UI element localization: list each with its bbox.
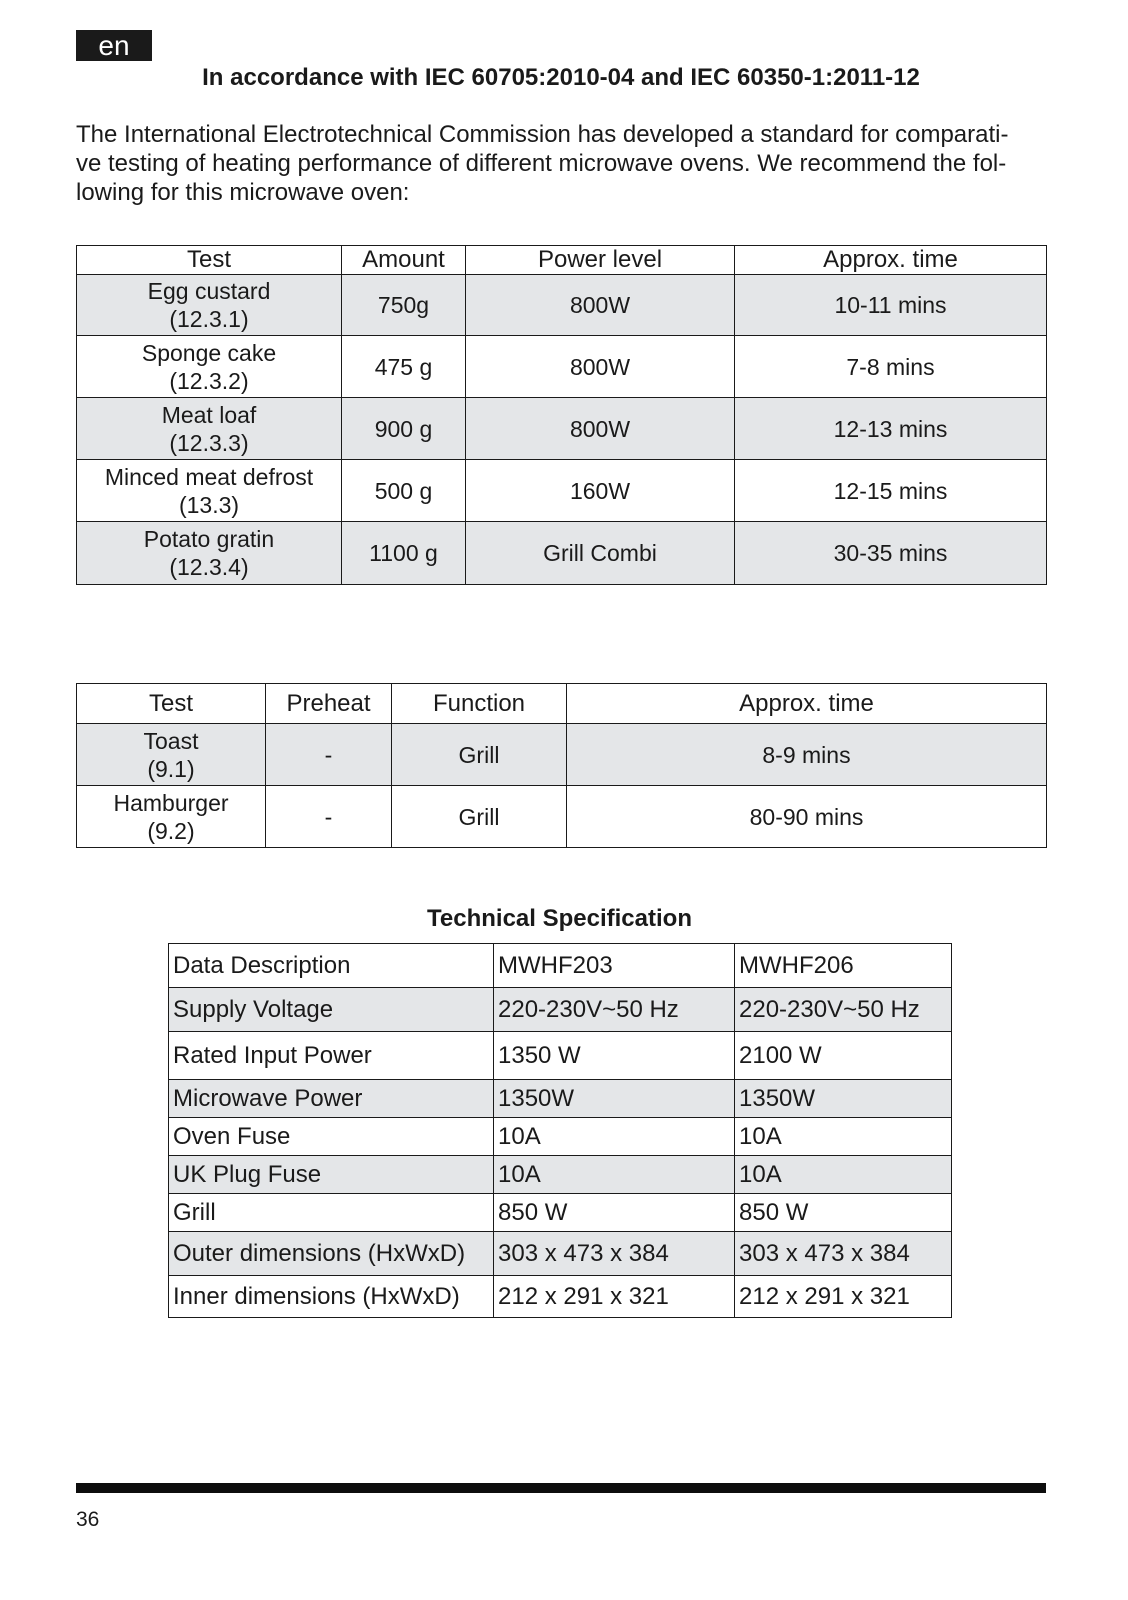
column-header-amount: Amount [342, 246, 466, 275]
tech-spec-title: Technical Specification [427, 905, 692, 932]
column-header-power-level: Power level [466, 246, 735, 275]
table-row [169, 1156, 952, 1194]
spec-value-cell: 10A [494, 1156, 735, 1194]
test-reference: (12.3.3) [169, 429, 249, 456]
spec-value-cell: 220-230V~50 Hz [494, 988, 735, 1032]
spec-label-cell: Microwave Power [169, 1080, 494, 1118]
spec-value-cell: 1350W [735, 1080, 952, 1118]
spec-label-cell: UK Plug Fuse [169, 1156, 494, 1194]
test-reference: (12.3.1) [169, 306, 249, 332]
spec-value-cell: 850 W [735, 1194, 952, 1232]
power-level-cell: 800W [466, 398, 735, 460]
spec-value-cell: 303 x 473 x 384 [494, 1232, 735, 1276]
approx-time-cell: 10-11 mins [735, 275, 1047, 336]
column-header-approx-time: Approx. time [735, 246, 1047, 275]
spec-label-cell: Outer dimensions (HxWxD) [169, 1232, 494, 1276]
spec-value-cell: 220-230V~50 Hz [735, 988, 952, 1032]
function-cell: Grill [392, 724, 567, 786]
column-header-function: Function [392, 684, 567, 724]
spec-value-cell: 303 x 473 x 384 [735, 1232, 952, 1276]
test-cell [77, 275, 342, 336]
spec-label-cell: Inner dimensions (HxWxD) [169, 1276, 494, 1318]
table-row [77, 786, 1047, 848]
power-level-cell: Grill Combi [466, 522, 735, 585]
spec-label-cell: Rated Input Power [169, 1032, 494, 1080]
test-cell [77, 398, 342, 460]
tech-spec-table [168, 943, 952, 1318]
approx-time-cell: 7-8 mins [735, 336, 1047, 398]
power-level-cell: 800W [466, 336, 735, 398]
spec-label-cell: Supply Voltage [169, 988, 494, 1032]
spec-value-cell: 2100 W [735, 1032, 952, 1080]
table-row [169, 944, 952, 988]
spec-value-cell: 1350 W [494, 1032, 735, 1080]
amount-cell: 475 g [342, 336, 466, 398]
table-row [169, 1232, 952, 1276]
power-level-cell: 160W [466, 460, 735, 522]
test-cell [77, 460, 342, 522]
page-number: 36 [76, 1508, 100, 1531]
spec-label-cell: Data Description [169, 944, 494, 988]
spec-value-cell: 10A [735, 1118, 952, 1156]
approx-time-cell: 12-15 mins [735, 460, 1047, 522]
table-row [169, 988, 952, 1032]
test-reference: (12.3.2) [169, 367, 249, 394]
column-header-test: Test [77, 246, 342, 275]
spec-value-cell: 212 x 291 x 321 [735, 1276, 952, 1318]
test-reference: (12.3.4) [169, 554, 249, 580]
approx-time-cell: 12-13 mins [735, 398, 1047, 460]
test-name: Minced meat defrost [104, 463, 314, 490]
microwave-test-table [76, 245, 1047, 585]
test-reference: (9.2) [147, 817, 195, 844]
test-reference: (9.1) [147, 755, 195, 782]
preheat-cell: - [266, 786, 392, 848]
table-row [77, 275, 1047, 336]
amount-cell: 750g [342, 275, 466, 336]
table-row [169, 1276, 952, 1318]
table-row [77, 398, 1047, 460]
grill-test-table [76, 683, 1047, 848]
approx-time-cell: 8-9 mins [567, 724, 1047, 786]
intro-line: lowing for this microwave oven: [76, 179, 410, 206]
approx-time-cell: 80-90 mins [567, 786, 1047, 848]
test-name: Potato gratin [143, 526, 275, 552]
table-row [169, 1080, 952, 1118]
table-row [77, 336, 1047, 398]
column-header-preheat: Preheat [266, 684, 392, 724]
amount-cell: 1100 g [342, 522, 466, 585]
intro-line: ve testing of heating performance of different microwave ovens. We recommend the fol- [76, 150, 1007, 177]
test-name: Egg custard [147, 278, 271, 304]
test-cell [77, 724, 266, 786]
test-cell [77, 336, 342, 398]
test-reference: (13.3) [178, 491, 240, 518]
spec-value-cell: 1350W [494, 1080, 735, 1118]
spec-label-cell: Oven Fuse [169, 1118, 494, 1156]
test-cell [77, 786, 266, 848]
amount-cell: 500 g [342, 460, 466, 522]
test-cell [77, 522, 342, 585]
language-badge: en [76, 30, 152, 61]
table-row [169, 1032, 952, 1080]
power-level-cell: 800W [466, 275, 735, 336]
table-header-row [77, 684, 1047, 724]
table-row [77, 724, 1047, 786]
test-name: Toast [143, 727, 199, 754]
column-header-test: Test [77, 684, 266, 724]
approx-time-cell: 30-35 mins [735, 522, 1047, 585]
footer-rule [76, 1483, 1046, 1493]
spec-value-cell: 850 W [494, 1194, 735, 1232]
spec-value-cell: MWHF203 [494, 944, 735, 988]
standards-heading: In accordance with IEC 60705:2010-04 and IEC 60350-1:2011-12 [202, 64, 920, 91]
test-name: Hamburger [113, 789, 229, 816]
table-row [169, 1194, 952, 1232]
function-cell: Grill [392, 786, 567, 848]
spec-value-cell: 10A [735, 1156, 952, 1194]
table-row [169, 1118, 952, 1156]
preheat-cell: - [266, 724, 392, 786]
intro-paragraph [76, 120, 1056, 207]
test-name: Meat loaf [161, 401, 257, 428]
table-row [77, 522, 1047, 585]
table-row [77, 460, 1047, 522]
column-header-approx-time: Approx. time [567, 684, 1047, 724]
table-header-row [77, 246, 1047, 275]
test-name: Sponge cake [141, 339, 277, 366]
spec-label-cell: Grill [169, 1194, 494, 1232]
intro-line: The International Electrotechnical Commission has developed a standard for comparati- [76, 121, 1009, 148]
spec-value-cell: 10A [494, 1118, 735, 1156]
spec-value-cell: MWHF206 [735, 944, 952, 988]
amount-cell: 900 g [342, 398, 466, 460]
spec-value-cell: 212 x 291 x 321 [494, 1276, 735, 1318]
